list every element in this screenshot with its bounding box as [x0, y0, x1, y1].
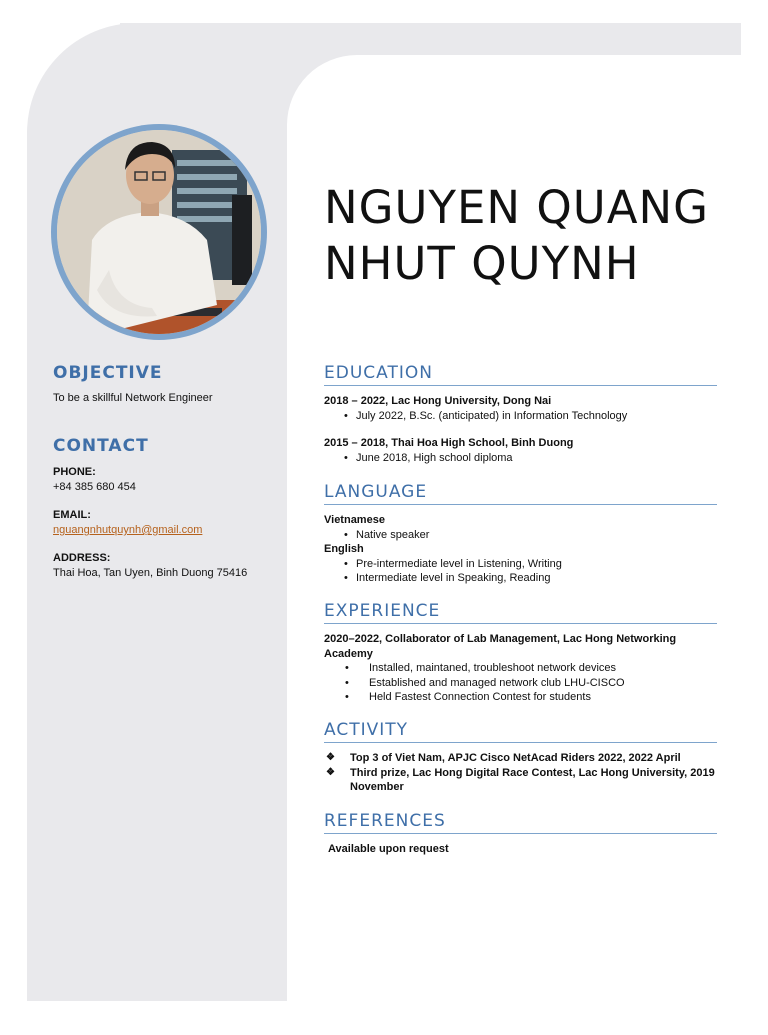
references-section — [324, 811, 717, 857]
name-line-2: NHUT QUYNH — [324, 237, 640, 290]
experience-list — [324, 661, 717, 705]
activity-list — [324, 751, 717, 795]
activity-text: Top 3 of Viet Nam, APJC Cisco NetAcad Riders 2022, 2022 April — [350, 752, 681, 764]
phone-label: PHONE: — [53, 466, 96, 478]
email-block — [53, 508, 202, 538]
education-heading: EDUCATION — [324, 363, 717, 386]
diamond-bullet-icon: ❖ — [326, 752, 335, 763]
experience-heading: EXPERIENCE — [324, 601, 717, 624]
activity-heading: ACTIVITY — [324, 720, 717, 743]
references-heading: REFERENCES — [324, 811, 717, 834]
education-entry-list — [324, 409, 717, 424]
language-section — [324, 482, 717, 586]
education-entry-list — [324, 451, 717, 466]
education-entry-title: 2015 – 2018, Thai Hoa High School, Binh Duong — [324, 437, 574, 449]
phone-value: +84 385 680 454 — [53, 481, 136, 493]
list-item: • Held Fastest Connection Contest for students — [369, 690, 717, 705]
list-item: • Native speaker — [356, 528, 717, 543]
profile-photo — [57, 130, 261, 334]
language-name: English — [324, 543, 364, 555]
list-item: • Installed, maintaned, troubleshoot network devices — [369, 661, 717, 676]
list-item: • Established and managed network club LHU-CISCO — [369, 676, 717, 691]
list-item: • July 2022, B.Sc. (anticipated) in Information Technology — [356, 409, 717, 424]
profile-photo-image — [57, 130, 261, 334]
activity-section — [324, 720, 717, 795]
education-entry-title: 2018 – 2022, Lac Hong University, Dong Nai — [324, 395, 552, 407]
address-value: Thai Hoa, Tan Uyen, Binh Duong 75416 — [53, 567, 248, 579]
list-item: • June 2018, High school diploma — [356, 451, 717, 466]
contact-heading: CONTACT — [53, 436, 149, 456]
email-link[interactable]: nguangnhutquynh@gmail.com — [53, 524, 203, 536]
language-name: Vietnamese — [324, 514, 385, 526]
objective-heading: OBJECTIVE — [53, 363, 163, 383]
language-detail-list — [324, 557, 717, 586]
language-heading: LANGUAGE — [324, 482, 717, 505]
list-item — [326, 751, 717, 766]
references-text: Available upon request — [328, 843, 449, 855]
address-label: ADDRESS: — [53, 552, 111, 564]
experience-title: 2020–2022, Collaborator of Lab Management, Lac Hong Networking Academy — [324, 633, 677, 660]
email-label: EMAIL: — [53, 509, 91, 521]
phone-block — [53, 465, 136, 495]
list-item: • Pre-intermediate level in Listening, Writing — [356, 557, 717, 572]
objective-text: To be a skillful Network Engineer — [53, 392, 213, 404]
candidate-name — [324, 180, 744, 292]
list-item — [326, 766, 717, 795]
experience-section — [324, 601, 717, 705]
address-block — [53, 551, 247, 581]
activity-text: Third prize, Lac Hong Digital Race Contest, Lac Hong University, 2019 November — [350, 766, 715, 793]
name-line-1: NGUYEN QUANG — [324, 181, 710, 234]
language-detail-list — [324, 528, 717, 543]
diamond-bullet-icon: ❖ — [326, 766, 335, 778]
education-section — [324, 363, 717, 465]
list-item: • Intermediate level in Speaking, Reading — [356, 571, 717, 586]
